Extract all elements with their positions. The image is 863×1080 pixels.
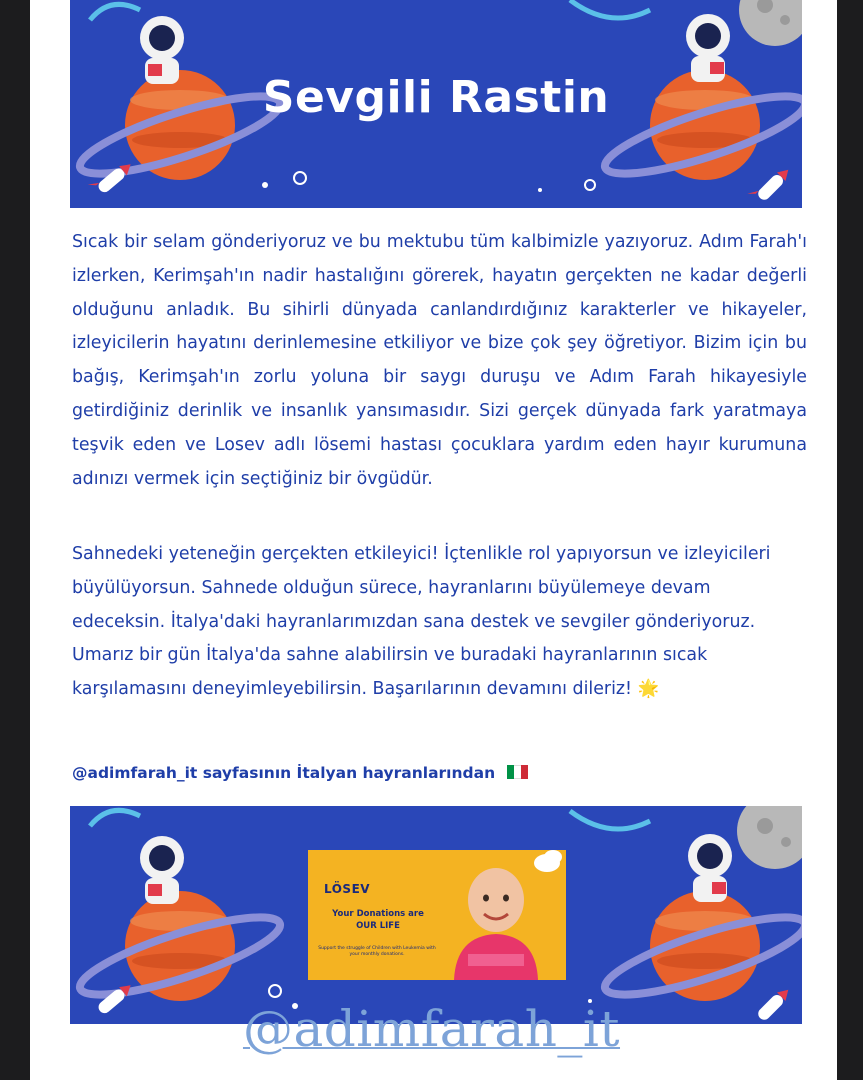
letter-paragraph-2-text: Sahnedeki yeteneğin gerçekten etkileyici! İçtenlikle rol yapıyorsun ve izleyicileri büyülüyorsun. Sahnede olduğun sürece, hayranlarını büyülemeye devam edeceksin. İtalya'daki hayranlarımızdan sana destek ve sevgiler gönderiyoruz. Umarız bir gün İtalya'da sahne alabilirsin ve buradaki hayranlarının sıcak karşılamasını deneyimleyebilirsin. Başarılarının devamını dileriz!: [72, 544, 771, 700]
donation-headline: [318, 908, 438, 932]
donation-headline-line2: OUR LIFE: [356, 921, 400, 931]
moon-icon: [737, 806, 802, 869]
signature: [72, 760, 807, 786]
losev-logo: LÖSEV: [324, 882, 371, 896]
swirl-decoration: [90, 4, 140, 20]
swirl-decoration: [570, 0, 650, 18]
rocket-icon: [747, 161, 792, 206]
donation-subtext: Support the struggle of Children with Leukemia with your monthly donations.: [318, 946, 436, 957]
donation-image: [308, 850, 566, 980]
page-title: Sevgili Rastin: [262, 72, 610, 123]
italy-flag-icon: [507, 761, 529, 775]
letter-card: [30, 0, 837, 1080]
signature-text: @adimfarah_it sayfasının İtalyan hayranlarından: [72, 764, 496, 782]
donation-headline-line1: Your Donations are: [332, 909, 424, 919]
footer-handle-link[interactable]: @adimfarah_it: [242, 1000, 621, 1058]
header-banner: [70, 0, 802, 208]
star-emoji-icon: 🌟: [637, 679, 660, 700]
child-photo: [446, 858, 546, 980]
letter-paragraph-2: [72, 538, 807, 707]
letter-paragraph-1: Sıcak bir selam gönderiyoruz ve bu mektubu tüm kalbimizle yazıyoruz. Adım Farah'ı izlerken, Kerimşah'ın nadir hastalığını görerek, hayatın gerçekten ne kadar değerli olduğunu anladık. Bu sihirli dünyada canlandırdığınız karakterler ve hikayeler, izleyicilerin hayatını derinlemesine etkiliyor ve bize çok şey öğretiyor. Bizim için bu bağış, Kerimşah'ın zorlu yoluna bir saygı duruşu ve Adım Farah hikayesiyle getirdiğiniz derinlik ve insanlık yansımasıdır. Sizi gerçek dünyada fark yaratmaya teşvik eden ve Losev adlı lösemi hastası çocuklara yardım eden hayır kurumuna adınızı vermek için seçtiğiniz bir övgüdür.: [72, 232, 807, 489]
